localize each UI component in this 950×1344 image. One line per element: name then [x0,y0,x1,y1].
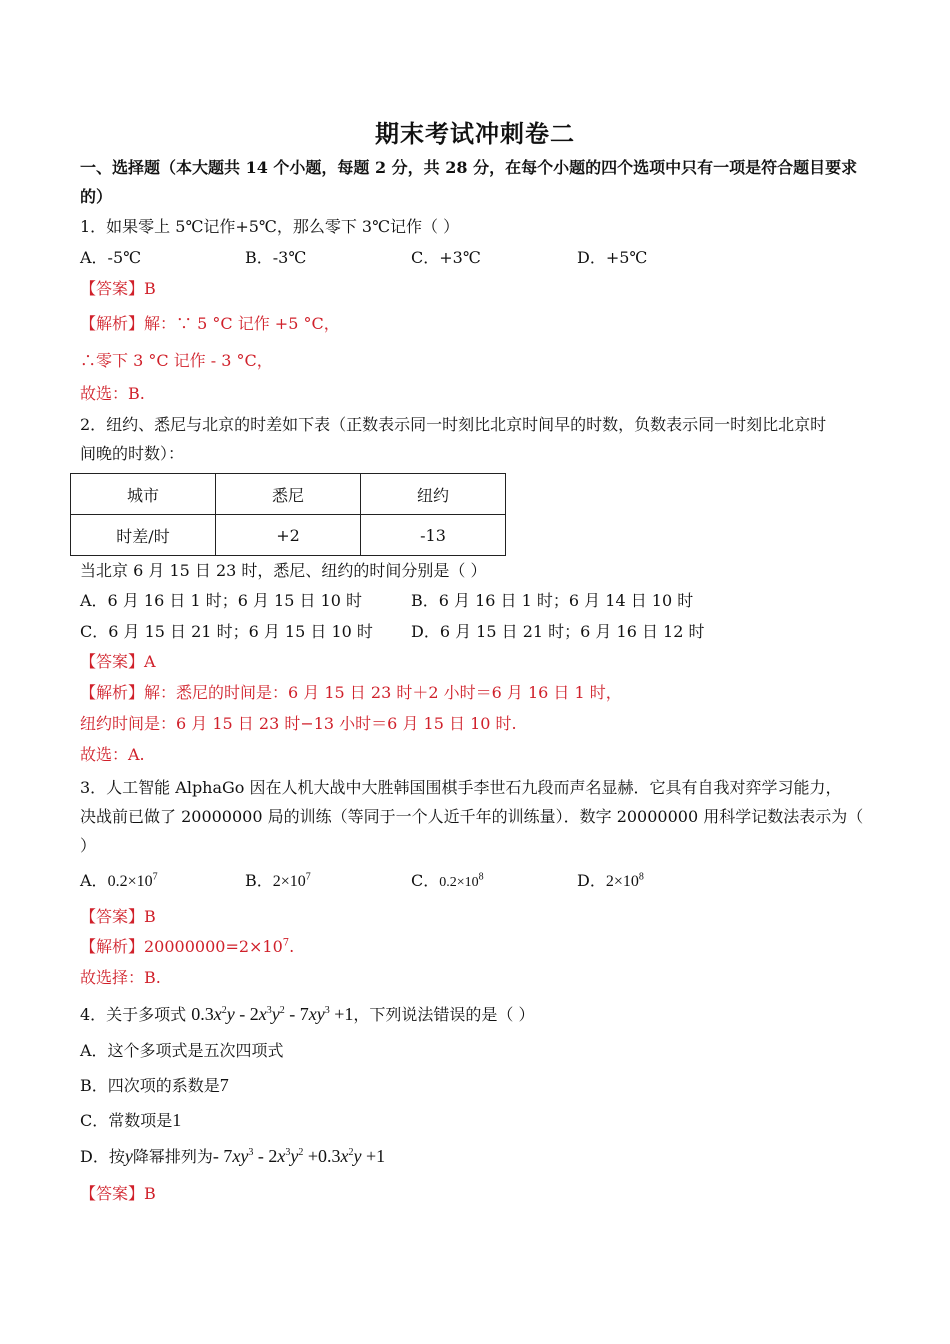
q1-conclusion: 故选：B. [80,384,145,403]
timezone-table [70,473,506,556]
q3-option-d [577,870,644,893]
table-cell: +2 [216,515,361,556]
q2-stem-2: 间晚的时数）： [80,444,185,463]
q2-option-b: B．6 月 16 日 1 时；6 月 14 日 10 时 [411,591,694,610]
q4-option-b-text: B．四次项的系数是 [80,1076,220,1095]
q3-analysis-end: . [289,937,295,956]
q3-analysis-text: 【解析】20000000=2×10 [80,937,283,956]
table-header-cell: 城市 [71,474,216,515]
q2-conclusion: 故选：A. [80,745,145,764]
q1-option-d: D．+5℃ [577,248,648,267]
q3-stem-2: 决战前已做了 20000000 局的训练（等同于一个人近千年的训练量）．数字 20000000 用科学记数法表示为（ [80,807,864,826]
q1-analysis-1 [80,313,340,335]
q1-answer: 【答案】B [80,279,156,298]
q4-option-b [80,1074,229,1097]
q4-option-c-value: 1 [172,1110,182,1130]
table-header-cell: 纽约 [361,474,506,515]
q3-option-b-value: 2×10 [272,873,306,890]
q3-option-c-exp: 8 [478,871,484,883]
q4-stem [80,1003,535,1026]
q3-analysis-exp: 7 [282,937,290,949]
section-heading-cont: 的） [80,187,113,206]
q3-option-b [245,870,311,893]
q3-option-b-label: B． [245,871,273,890]
q2-answer: 【答案】A [80,652,156,671]
q3-answer: 【答案】B [80,907,156,926]
q1-option-c: C．+3℃ [411,248,481,267]
q4-option-b-value: 7 [219,1075,229,1095]
q4-option-d-text: D．按 [80,1147,125,1166]
q3-option-d-value: 2×10 [605,873,639,890]
q3-conclusion: 故选择：B. [80,968,161,987]
q1-stem: 1．如果零上 5℃记作+5℃，那么零下 3℃记作（ ） [80,217,460,236]
q2-option-c: C．6 月 15 日 21 时；6 月 15 日 10 时 [80,622,373,641]
q4-option-d-var: y [124,1146,133,1166]
q1-analysis-tag: 【解析】 [80,314,145,333]
q3-option-c [411,870,484,894]
table-cell: -13 [361,515,506,556]
q2-analysis-1: 【解析】解：悉尼的时间是：6 月 15 日 23 时＋2 小时＝6 月 16 日 1 时， [80,683,622,702]
q4-option-d-mid: 降幂排列为 [132,1147,213,1166]
table-row [71,474,506,515]
q2-option-d: D．6 月 15 日 21 时；6 月 16 日 12 时 [411,622,705,641]
q3-analysis [80,936,294,958]
table-header-cell: 悉尼 [216,474,361,515]
q3-option-a [80,870,158,893]
q1-option-b: B．-3℃ [245,248,307,267]
q2-stem-1: 2．纽约、悉尼与北京的时差如下表（正数表示同一时刻比北京时间早的时数，负数表示同一时刻比北京时 [80,415,827,434]
q4-answer: 【答案】B [80,1184,156,1203]
section-heading: 一、选择题（本大题共 14 个小题，每题 2 分，共 28 分，在每个小题的四个选项中只有一项是符合题目要求 [80,158,858,177]
q2-question: 当北京 6 月 15 日 23 时，悉尼、纽约的时间分别是（ ） [80,561,487,580]
q3-stem-3: ） [80,836,97,855]
q3-option-a-exp: 7 [152,871,158,883]
q4-stem-post: ，下列说法错误的是（ ） [353,1005,535,1024]
q3-option-a-value: 0.2×10 [107,873,153,890]
q4-polynomial: $0.3x^2y - 2x^3y^2 - 7xy^3 +1$ [191,1004,354,1024]
q4-option-d-expr: - $7xy^3 - 2x^3y^2 +0.3x^2y +1$ [212,1146,386,1166]
q2-analysis-2: 纽约时间是：6 月 15 日 23 时−13 小时＝6 月 15 日 10 时. [80,714,517,733]
q1-analysis-text-1: 解：∵ 5 °C 记作 +5 °C， [144,314,340,333]
q3-option-d-exp: 8 [638,871,644,883]
q3-option-c-value: 0.2×10 [439,875,479,890]
q3-option-a-label: A． [80,871,108,890]
q4-option-d [80,1145,385,1168]
q4-option-c-text: C．常数项是 [80,1111,173,1130]
q4-option-a: A．这个多项式是五次四项式 [80,1041,284,1060]
table-row [71,515,506,556]
page-title: 期末考试冲刺卷二 [375,119,575,148]
q1-option-a: A．-5℃ [80,248,142,267]
q3-option-b-exp: 7 [305,871,311,883]
q3-option-d-label: D． [577,871,606,890]
q1-analysis-2: ∴零下 3 °C 记作 - 3 °C， [80,351,273,370]
table-cell: 时差/时 [71,515,216,556]
q2-option-a: A．6 月 16 日 1 时；6 月 15 日 10 时 [80,591,363,610]
q4-option-c [80,1109,181,1132]
q3-stem-1: 3．人工智能 AlphaGo 因在人机大战中大胜韩国围棋手李世石九段而声名显赫．它具有自我对弈学习能力， [80,778,842,797]
q4-stem-pre: 4．关于多项式 [80,1005,187,1024]
q3-option-c-label: C． [411,871,440,890]
